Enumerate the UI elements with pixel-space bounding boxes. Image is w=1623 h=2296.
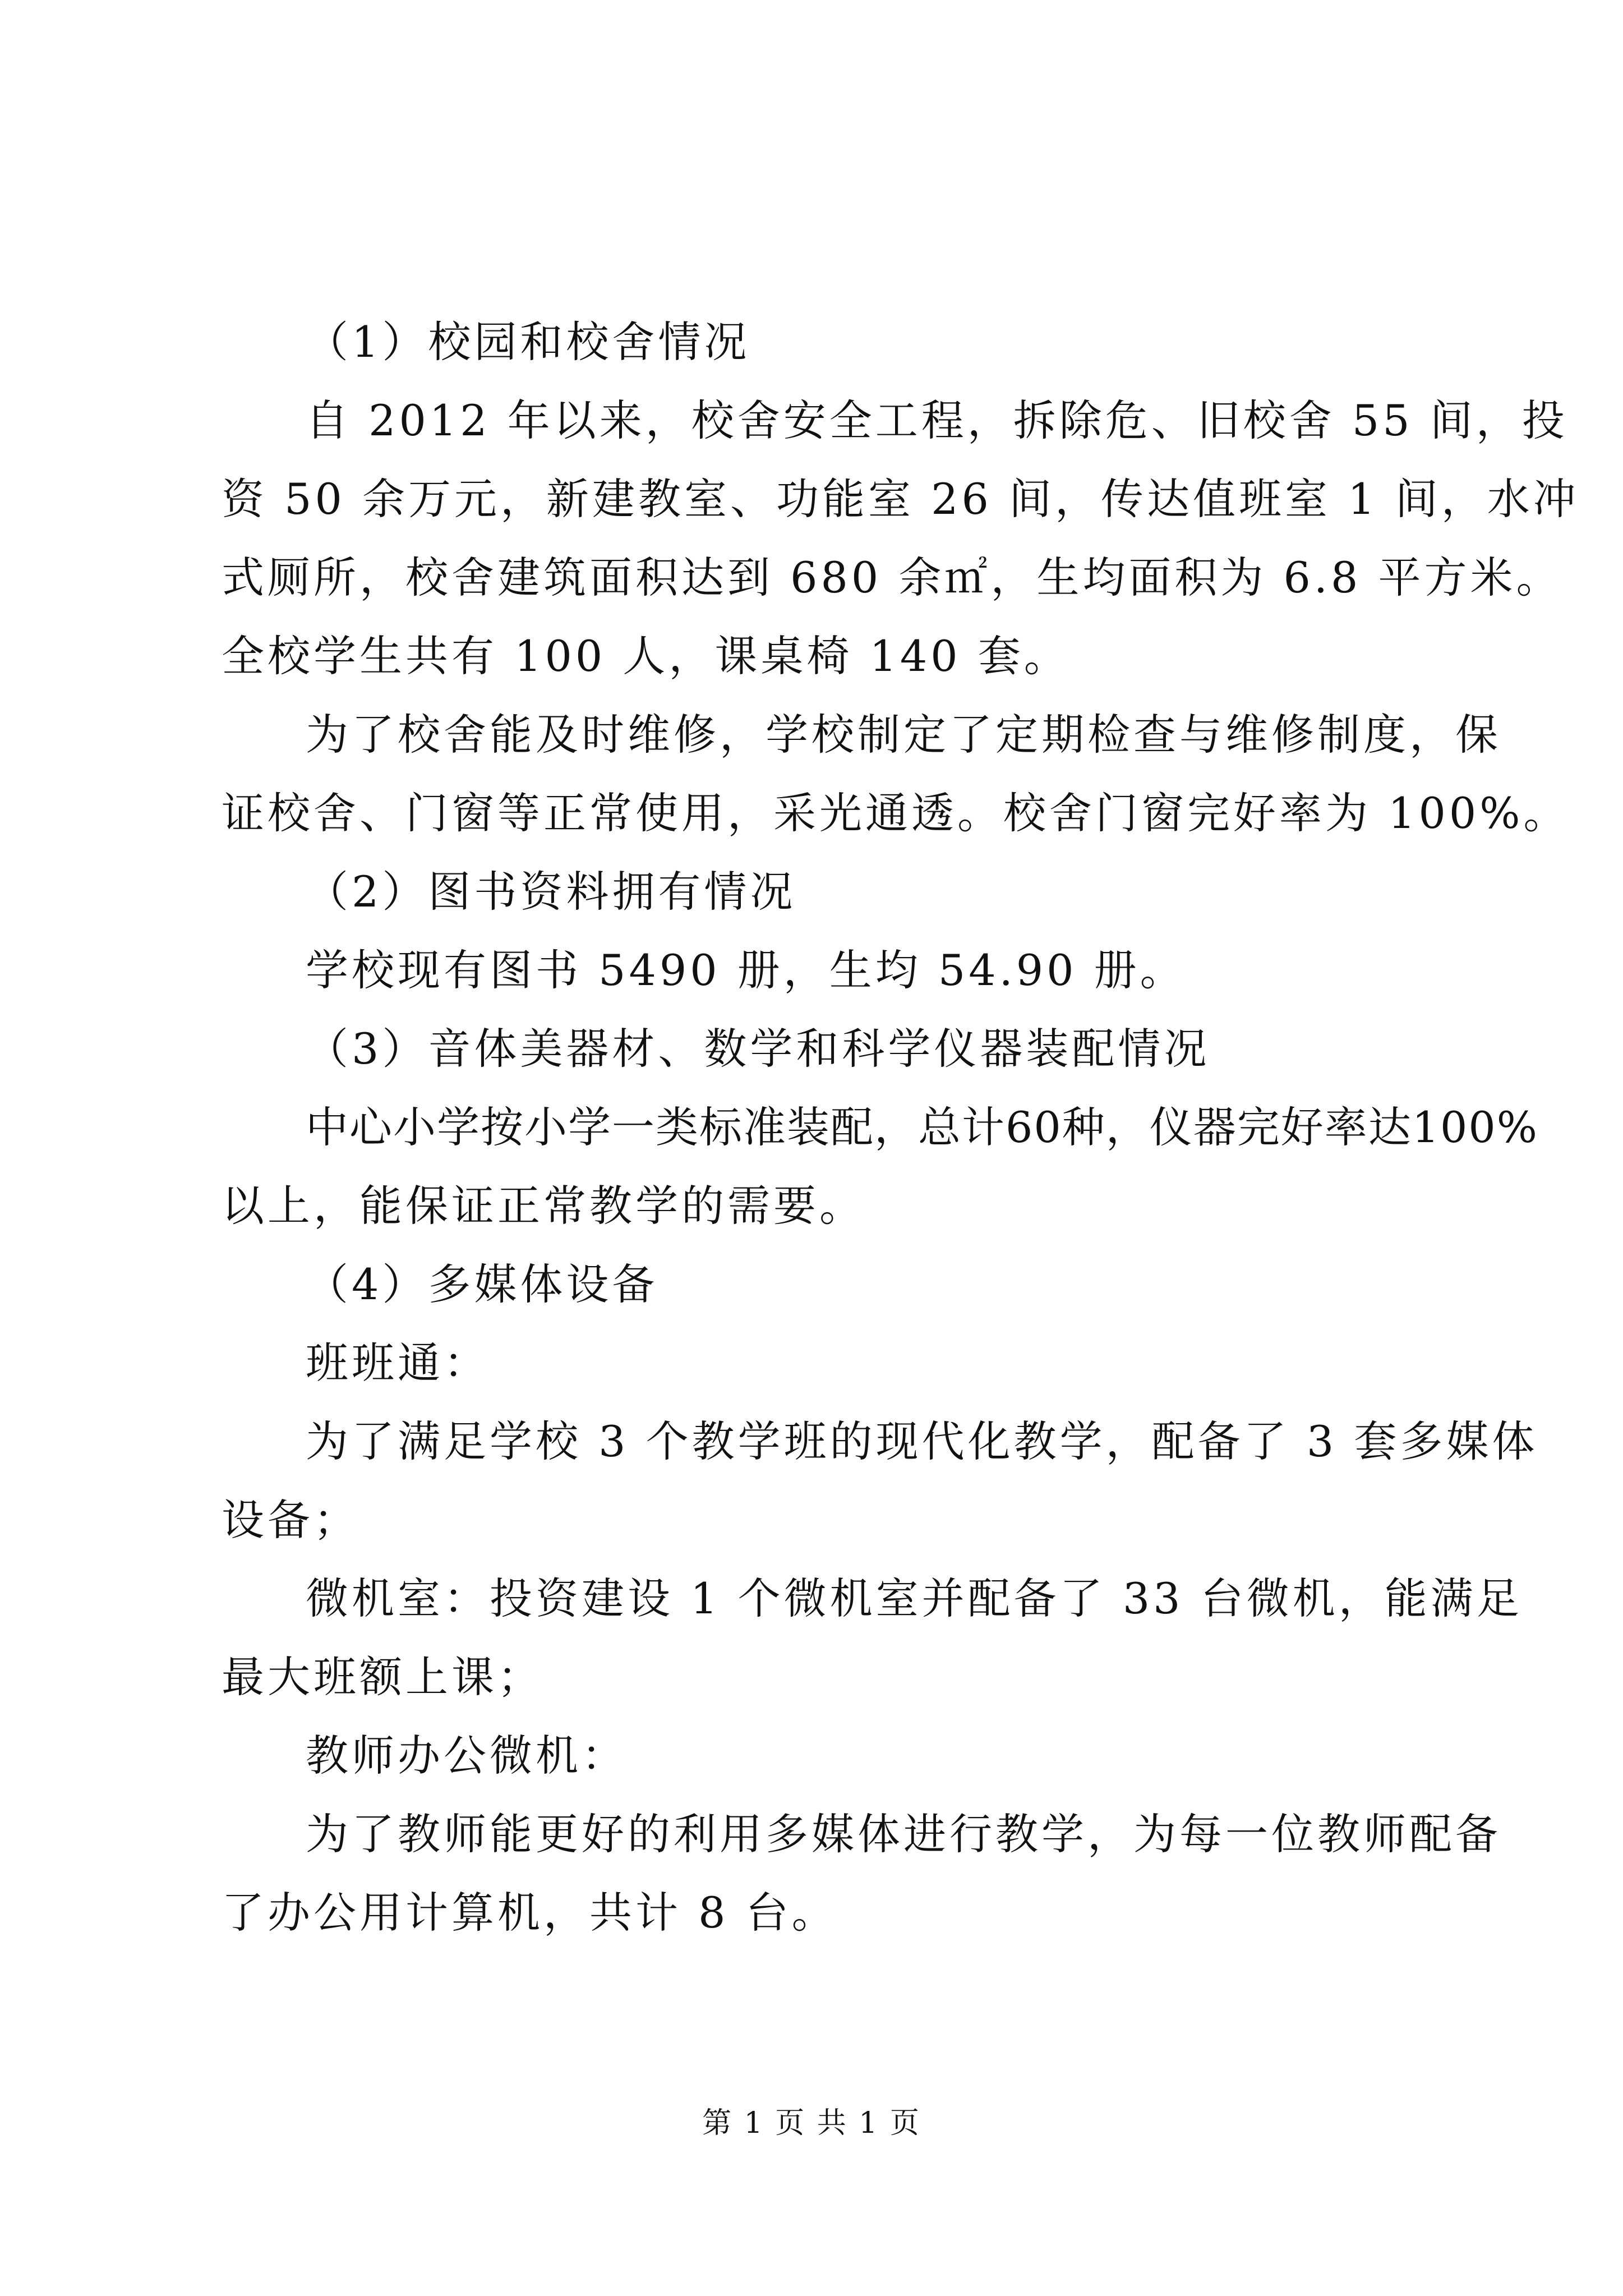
section-heading-multimedia: （4）多媒体设备 [306,1259,658,1309]
paragraph-line: 为了校舍能及时维修，学校制定了定期检查与维修制度，保 [306,710,1501,760]
paragraph-line: 为了教师能更好的利用多媒体进行教学，为每一位教师配备 [306,1809,1501,1859]
subsection-label: 教师办公微机： [306,1731,628,1780]
paragraph-line: 设备； [222,1495,359,1545]
paragraph-line: 以上，能保证正常教学的需要。 [222,1181,865,1231]
paragraph-line: 自 2012 年以来，校舍安全工程，拆除危、旧校舍 55 间，投 [306,395,1568,445]
section-heading-equipment: （3）音体美器材、数学和科学仪器装配情况 [306,1024,1210,1074]
paragraph-line: 中心小学按小学一类标准装配，总计60种，仪器完好率达100% [306,1102,1538,1152]
paragraph-line: 全校学生共有 100 人，课桌椅 140 套。 [222,631,1070,681]
paragraph-line: 最大班额上课； [222,1652,543,1702]
paragraph-line: 了办公用计算机，共计 8 台。 [222,1888,838,1938]
paragraph-line: 微机室：投资建设 1 个微机室并配备了 33 台微机，能满足 [306,1573,1523,1623]
subsection-label: 班班通： [306,1338,490,1388]
paragraph-line: 资 50 余万元，新建教室、功能室 26 间，传达值班室 1 间，水冲 [222,474,1579,524]
paragraph-line: 式厕所，校舍建筑面积达到 680 余㎡，生均面积为 6.8 平方米。 [222,553,1562,602]
page-footer: 第 1 页 共 1 页 [702,2106,921,2140]
paragraph-line: 为了满足学校 3 个教学班的现代化教学，配备了 3 套多媒体 [306,1416,1538,1466]
section-heading-library: （2）图书资料拥有情况 [306,867,796,917]
paragraph-line: 证校舍、门窗等正常使用，采光通透。校舍门窗完好率为 100%。 [222,788,1570,838]
section-heading-campus: （1）校园和校舍情况 [306,317,750,367]
document-body [222,303,1579,1952]
paragraph-line: 学校现有图书 5490 册，生均 54.90 册。 [306,945,1186,995]
